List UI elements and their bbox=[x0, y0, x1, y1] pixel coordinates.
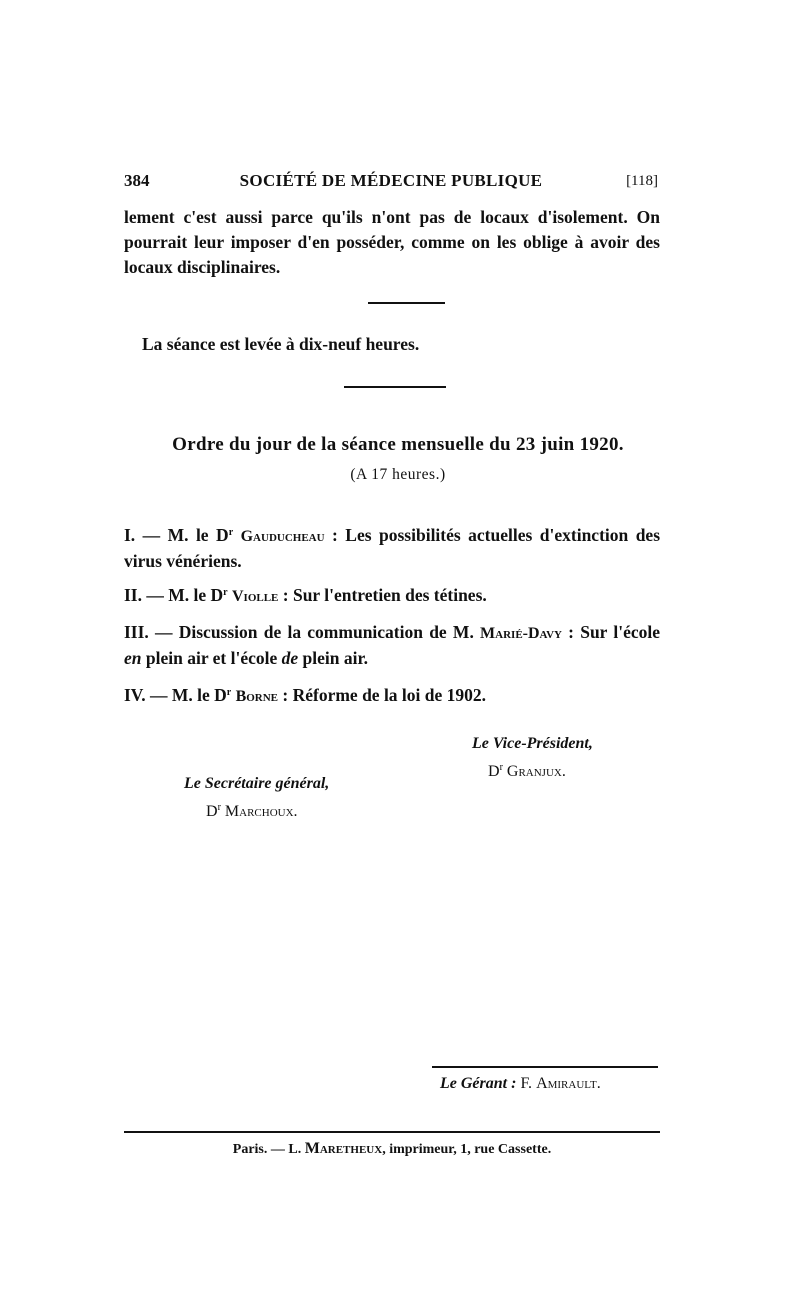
bracket-page-number: [118] bbox=[626, 173, 658, 189]
agenda-item-text: : Sur l'entretien des tétines. bbox=[278, 585, 487, 605]
continuation-paragraph: lement c'est aussi parce qu'ils n'ont pas de locaux d'isolement. On pourrait leur imposer d'en posséder, comme on les oblige à avoir des locaux disciplinaires. bbox=[124, 207, 660, 277]
emphasis: en bbox=[124, 648, 142, 668]
superscript: r bbox=[499, 762, 503, 773]
gerant-role: Le Gérant : bbox=[440, 1075, 517, 1092]
superscript: r bbox=[217, 802, 221, 813]
signature-name: Granjux. bbox=[506, 763, 566, 780]
signature-title: D bbox=[206, 803, 218, 820]
signature-role: Le Secrétaire général, bbox=[184, 775, 330, 792]
signature-name: Marchoux. bbox=[224, 803, 298, 820]
page-number: 384 bbox=[124, 171, 150, 190]
agenda-item-prefix: I. — M. le D bbox=[124, 525, 229, 545]
signature-title: D bbox=[488, 763, 500, 780]
speaker-name: Borne bbox=[235, 688, 279, 705]
signature-name-line bbox=[472, 756, 593, 784]
secretary-signature bbox=[184, 772, 329, 824]
vice-president-signature bbox=[472, 732, 593, 784]
agenda-title: Ordre du jour de la séance mensuelle du 23 juin 1920. bbox=[172, 434, 624, 455]
printer-prefix: Paris. — L. bbox=[232, 1142, 305, 1157]
running-header bbox=[124, 171, 658, 195]
printer-imprint bbox=[124, 1140, 660, 1158]
agenda-time: (A 17 heures.) bbox=[350, 466, 446, 483]
signature-name-line bbox=[184, 796, 329, 824]
speaker-name: Marié-Davy bbox=[480, 625, 562, 642]
agenda-item bbox=[124, 580, 660, 609]
running-title: SOCIÉTÉ DE MÉDECINE PUBLIQUE bbox=[239, 171, 543, 190]
speaker-name: Gauducheau bbox=[240, 528, 325, 545]
agenda-item bbox=[124, 620, 660, 671]
agenda-item-text: : Réforme de la loi de 1902. bbox=[278, 685, 487, 705]
gerant-initial: F. bbox=[520, 1075, 537, 1092]
agenda-item-text: plein air. bbox=[298, 648, 369, 668]
gerant-line bbox=[440, 1075, 601, 1093]
agenda-item-text: : Sur l'école bbox=[561, 622, 660, 642]
printer-name: Maretheux bbox=[304, 1140, 383, 1157]
gerant-rule bbox=[432, 1066, 658, 1068]
agenda-item-prefix: III. — Discussion de la communication de M. bbox=[124, 622, 481, 642]
closing-sentence: La séance est levée à dix-neuf heures. bbox=[142, 334, 420, 354]
superscript: r bbox=[228, 527, 234, 538]
agenda-item-text: : Les possibilités actuelles d'extinction des virus vénériens. bbox=[124, 525, 661, 571]
agenda-item-prefix: II. — M. le D bbox=[124, 585, 224, 605]
agenda-item bbox=[124, 520, 660, 574]
emphasis: de bbox=[281, 648, 299, 668]
superscript: r bbox=[223, 587, 228, 598]
footer-rule bbox=[124, 1131, 660, 1133]
agenda-item bbox=[124, 680, 660, 709]
agenda-item-prefix: IV. — M. le D bbox=[124, 685, 227, 705]
section-divider bbox=[344, 386, 446, 388]
printer-address: , imprimeur, 1, rue Cassette. bbox=[382, 1142, 552, 1157]
superscript: r bbox=[226, 687, 232, 698]
agenda-item-text: plein air et l'école bbox=[141, 648, 282, 668]
gerant-name: Amirault. bbox=[536, 1075, 601, 1092]
signature-role: Le Vice-Président, bbox=[472, 735, 593, 752]
speaker-name: Violle bbox=[231, 588, 279, 605]
section-divider bbox=[368, 302, 445, 304]
